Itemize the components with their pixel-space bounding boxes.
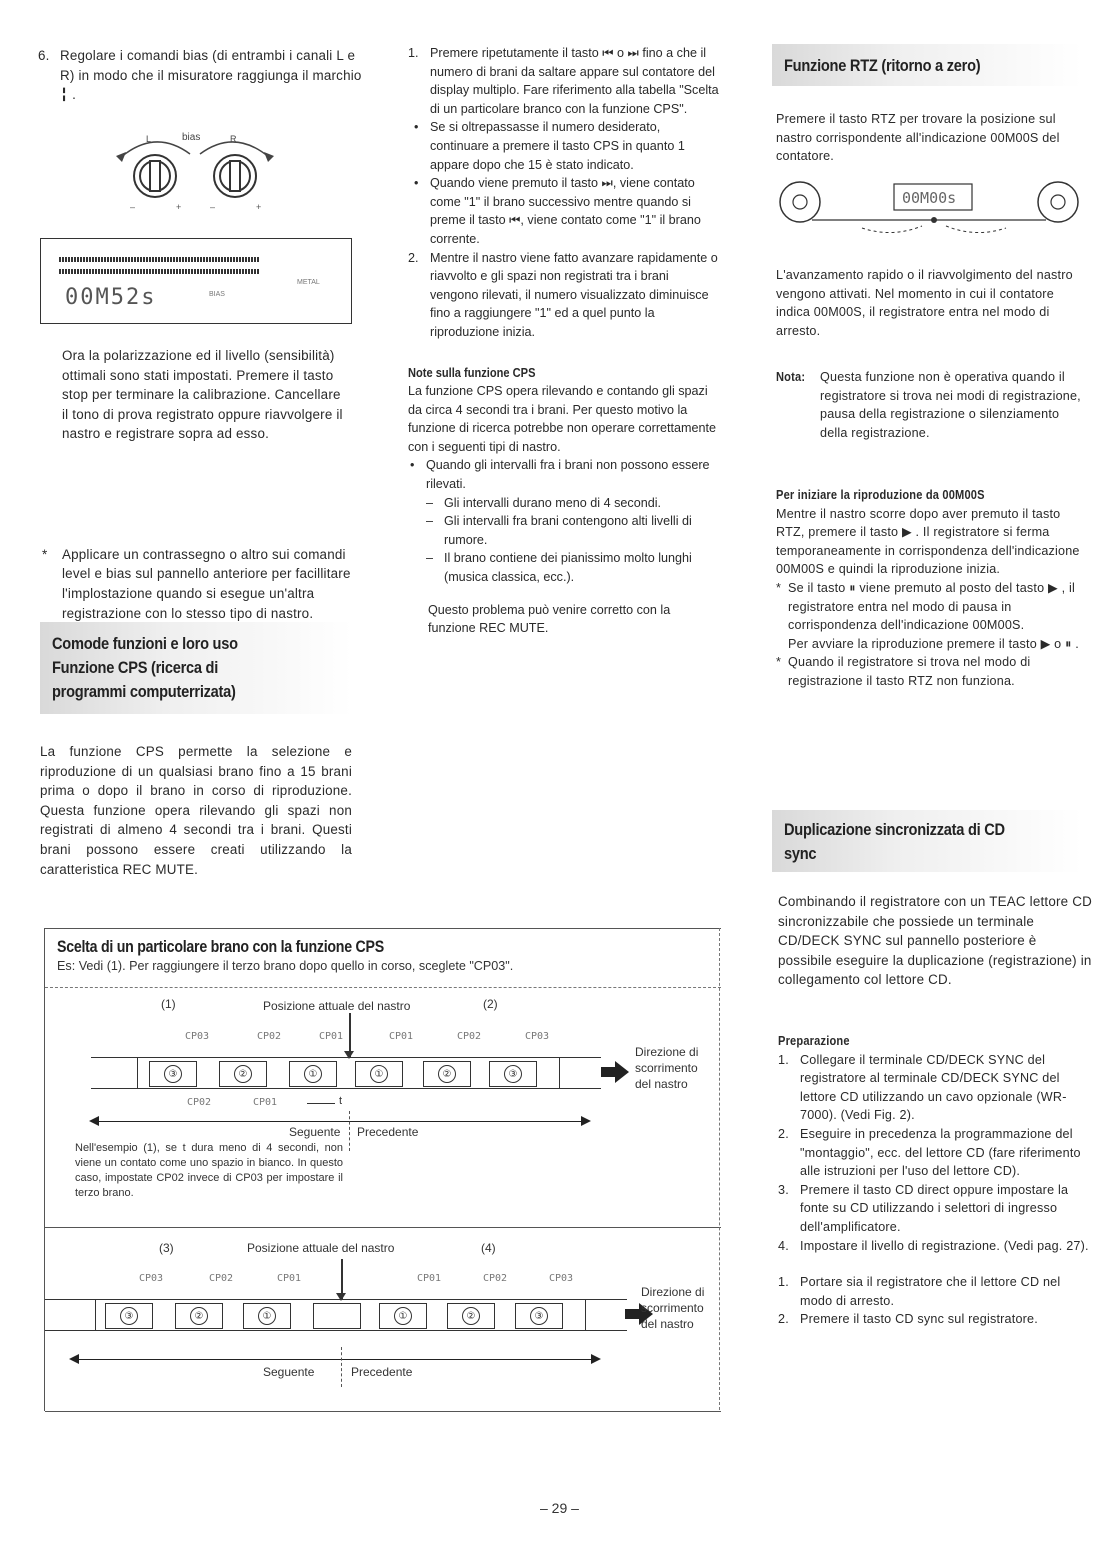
sync-step: 2. Premere il tasto CD sync sul registratore.	[778, 1312, 1038, 1327]
track-marker: ③	[120, 1307, 138, 1325]
cps-notes-text: La funzione CPS opera rilevando e contando gli spazi da circa 4 secondi tra i brani. Per questo motivo la funzione di ricerca potrebbe non operare correttamente con i seguenti tipi di nastro.	[408, 384, 717, 454]
step-2-number: 2.	[408, 250, 419, 265]
dir-line-2: scorrimento	[641, 1301, 704, 1315]
tape-strip-bottom	[45, 1299, 627, 1331]
middle-column	[408, 44, 720, 638]
example-note: Nell'esempio (1), se t dura meno di 4 secondi, non viene un contato come uno spazio in bianco. In questo caso, impostate CP02 invece di CP03 per impostare il terzo brano.	[75, 1142, 343, 1199]
step-1-text: Premere ripetutamente il tasto ⏮ o ⏭ fino a che il numero di brani da saltare appare sul contatore del display multiplo. Fare riferimento alla tabella "Scelta di un particolare branco con la funzione CPS".	[430, 46, 719, 116]
step-2-text: Mentre il nastro viene fatto avanzare rapidamente o riavvolto e gli spazi non registrati tra i brani vengono rilevati, il numero visualizzato diminuisce fino a raggiungere "1" ed a quel punto la riproduzione inizia.	[430, 250, 718, 339]
cps-notes-dash-2: – Gli intervalli fra brani contengono alti livelli di rumore.	[426, 512, 720, 549]
rtz-note	[776, 368, 1084, 442]
pos-label-bottom: Posizione attuale del nastro	[247, 1241, 395, 1255]
svg-text:–: –	[130, 202, 136, 212]
label-2: (2)	[483, 997, 498, 1011]
pos-label-top: Posizione attuale del nastro	[263, 999, 411, 1013]
cp-label: CP03	[185, 1031, 210, 1042]
dup-title-2: sync	[784, 844, 817, 863]
page-number: – 29 –	[540, 1500, 579, 1516]
rtz-counter: 00M00s	[902, 189, 957, 207]
nota-text: Questa funzione non è operativa quando il registratore si trova nei modi di registrazione, pausa della registrazione o silenziamento della registrazione.	[820, 370, 1081, 440]
prep-title: Preparazione	[778, 1034, 850, 1048]
dup-paragraph: Combinando il registratore con un TEAC lettore CD sincronizzabile che possiede un terminale CD/DECK SYNC sul pannello posteriore è possibile eseguire la duplicazione (registrazione) in collegamento col lettore CD.	[778, 894, 1092, 988]
figure-title: Scelta di un particolare brano con la funzione CPS	[57, 938, 384, 956]
start-star-1b: Per avviare la riproduzione premere il tasto ▶ o ⏸ .	[788, 636, 1079, 651]
track-marker: ②	[190, 1307, 208, 1325]
dir-line-3: del nastro	[635, 1077, 688, 1091]
knob-right-label: R	[230, 134, 237, 144]
dup-title-1: Duplicazione sincronizzata di CD	[784, 820, 1005, 839]
svg-text:+: +	[176, 202, 182, 212]
cp-label: CP01	[417, 1273, 442, 1284]
heading-line-1: Comode funzioni e loro uso	[52, 634, 238, 653]
rtz-tape-illustration	[772, 176, 1084, 240]
track-marker: ③	[530, 1307, 548, 1325]
track-marker: ①	[258, 1307, 276, 1325]
item-6	[38, 46, 372, 105]
dir-line-1: Direzione di	[635, 1045, 699, 1059]
track-marker: ①	[370, 1065, 388, 1083]
level-meter-display	[40, 238, 352, 324]
cps-notes-bullet: • Quando gli intervalli fra i brani non possono essere rilevati.	[408, 456, 720, 493]
bias-tag: BIAS	[209, 291, 225, 298]
nota-label: Nota:	[776, 370, 806, 384]
cps-notes-dash-1: – Gli intervalli durano meno di 4 secondi.	[426, 494, 720, 513]
cp-label: CP01	[277, 1273, 302, 1284]
prep-item: 1. Collegare il terminale CD/DECK SYNC del registratore al terminale CD/DECK SYNC del lettore CD utilizzando un cavo opzionale (WR-7000). (Vedi Fig. 2).	[778, 1052, 1067, 1123]
dup-heading-block	[772, 810, 1082, 872]
cp-label: CP02	[483, 1273, 508, 1284]
prep-section	[778, 1032, 1090, 1329]
cps-heading-block	[40, 622, 352, 714]
arrow-right-icon	[601, 1061, 629, 1083]
cp-label: CP01	[319, 1031, 344, 1042]
rtz-heading-block	[772, 44, 1082, 86]
item-6-text: Regolare i comandi bias (di entrambi i canali L e R) in modo che il misuratore raggiunga il marchio ╏ .	[60, 48, 362, 103]
track-marker: ③	[164, 1065, 182, 1083]
heading-line-2: Funzione CPS (ricerca di	[52, 658, 219, 677]
next-label-bottom: Seguente	[263, 1365, 315, 1379]
cp-label: CP03	[139, 1273, 164, 1284]
metal-tag: METAL	[297, 279, 320, 286]
track-marker: ①	[304, 1065, 322, 1083]
cp-label-below: CP01	[253, 1097, 278, 1108]
cps-notes-dash-3: – Il brano contiene dei pianissimo molto lunghi (musica classica, ecc.).	[426, 549, 720, 586]
rec-mute-fix-text: Questo problema può venire corretto con la funzione REC MUTE.	[428, 602, 671, 636]
svg-text:+: +	[256, 202, 262, 212]
tape-strip-top	[91, 1057, 601, 1089]
start-title: Per iniziare la riproduzione da 00M00S	[776, 488, 985, 502]
start-star-2: * Quando il registratore si trova nel modo di registrazione il tasto RTZ non funziona.	[776, 653, 1084, 690]
rtz-paragraph: Premere il tasto RTZ per trovare la posizione sul nastro corrispondente all'indicazione 00M00S del contatore.	[776, 112, 1060, 164]
heading-line-3: programmi computerrizata)	[52, 682, 236, 701]
meter-counter: 00M52s	[65, 285, 157, 310]
bullet-1: • Se si oltrepassasse il numero desiderato, continuare a premere il tasto CPS in quanto 1 appare dopo che 15 è stato indicato.	[412, 118, 720, 174]
track-marker: ①	[394, 1307, 412, 1325]
cp-label: CP03	[525, 1031, 550, 1042]
track-marker: ②	[234, 1065, 252, 1083]
rtz-start-section	[776, 486, 1084, 691]
cps-figure	[44, 928, 721, 1411]
cp-label: CP02	[257, 1031, 282, 1042]
prev-label-bottom: Precedente	[351, 1365, 413, 1379]
figure-subtitle: Es: Vedi (1). Per raggiungere il terzo brano dopo quello in corso, sceglete "CP03".	[57, 959, 514, 973]
bias-label: bias	[182, 132, 201, 143]
note-star-paragraph: * Applicare un contrassegno o altro sui comandi level e bias sul pannello anteriore per facillitare l'implostazione quando si esegue un'altra registrazione con lo stesso tipo di nastro.	[42, 545, 372, 623]
prev-label-top: Precedente	[357, 1125, 419, 1139]
label-1: (1)	[161, 997, 176, 1011]
cp-label: CP02	[209, 1273, 234, 1284]
svg-text:–: –	[210, 202, 216, 212]
dir-line-2: scorrimento	[635, 1061, 698, 1075]
label-4: (4)	[481, 1241, 496, 1255]
prep-item: 4. Impostare il livello di registrazione. (Vedi pag. 27).	[778, 1238, 1089, 1253]
next-label-top: Seguente	[289, 1125, 341, 1139]
track-marker: ③	[504, 1065, 522, 1083]
step-1	[408, 44, 720, 118]
start-star-1: * Se il tasto ⏸ viene premuto al posto del tasto ▶ , il registratore entra nel modo di pausa in corrispondenza dell'indicazione 00M00S.	[776, 579, 1084, 635]
step-1-number: 1.	[408, 46, 419, 60]
cps-notes-title: Note sulla funzione CPS	[408, 365, 536, 380]
label-3: (3)	[159, 1241, 174, 1255]
dir-line-1: Direzione di	[641, 1285, 705, 1299]
step-2	[408, 249, 720, 342]
track-marker: ②	[438, 1065, 456, 1083]
cp-label-below: CP02	[187, 1097, 212, 1108]
bias-knobs-illustration	[110, 128, 280, 214]
cps-intro-paragraph: La funzione CPS permette la selezione e riproduzione di un qualsiasi brano fino a 15 brani prima o dopo il brano in corso di riproduzione. Questa funzione opera rilevando gli spazi non registrati di almeno 4 secondi tra i brani. Questi brani possono essere creati utilizzando la caratteristica REC MUTE.	[40, 744, 352, 877]
cp-label: CP03	[549, 1273, 574, 1284]
rtz-paragraph-2: L'avanzamento rapido o il riavvolgimento del nastro vengono attivati. Nel momento in cui il contatore indica 00M00S, il registratore entra nel modo di arresto.	[776, 268, 1073, 338]
t-label: t	[339, 1095, 343, 1107]
rtz-title: Funzione RTZ (ritorno a zero)	[784, 56, 981, 75]
prep-item: 3. Premere il tasto CD direct oppure impostare la fonte su CD utilizzando i selettori di ingresso dell'amplificatore.	[778, 1182, 1069, 1234]
prep-item: 2. Eseguire in precedenza la programmazione del "montaggio", ecc. del lettore CD (fare riferimento alle istruzioni per l'uso del lettore CD).	[778, 1126, 1081, 1179]
cp-label: CP01	[389, 1031, 414, 1042]
knob-left-label: L	[146, 134, 152, 144]
item-6-number: 6.	[38, 48, 50, 63]
bullet-2: • Quando viene premuto il tasto ⏭, viene contato come "1" il brano successivo mentre quando si preme il tasto ⏮, viene contato come "1" il brano corrente.	[412, 174, 720, 248]
sync-step: 1. Portare sia il registratore che il lettore CD nel modo di arresto.	[778, 1275, 1061, 1308]
start-text: Mentre il nastro scorre dopo aver premuto il tasto RTZ, premere il tasto ▶ . Il registratore si ferma temporaneamente in corrispondenza dell'indicazione 00M00S e quindi la riproduzione inizia.	[776, 506, 1080, 577]
calibration-paragraph: Ora la polarizzazione ed il livello (sensibilità) ottimali sono stati impostati. Premere il tasto stop per terminare la calibrazione. Cancellare il tono di prova registrato oppure riavvolgere il nastro e registrare sopra ad esso.	[62, 348, 343, 442]
track-marker: ②	[462, 1307, 480, 1325]
dir-line-3: del nastro	[641, 1317, 694, 1331]
cp-label: CP02	[457, 1031, 482, 1042]
